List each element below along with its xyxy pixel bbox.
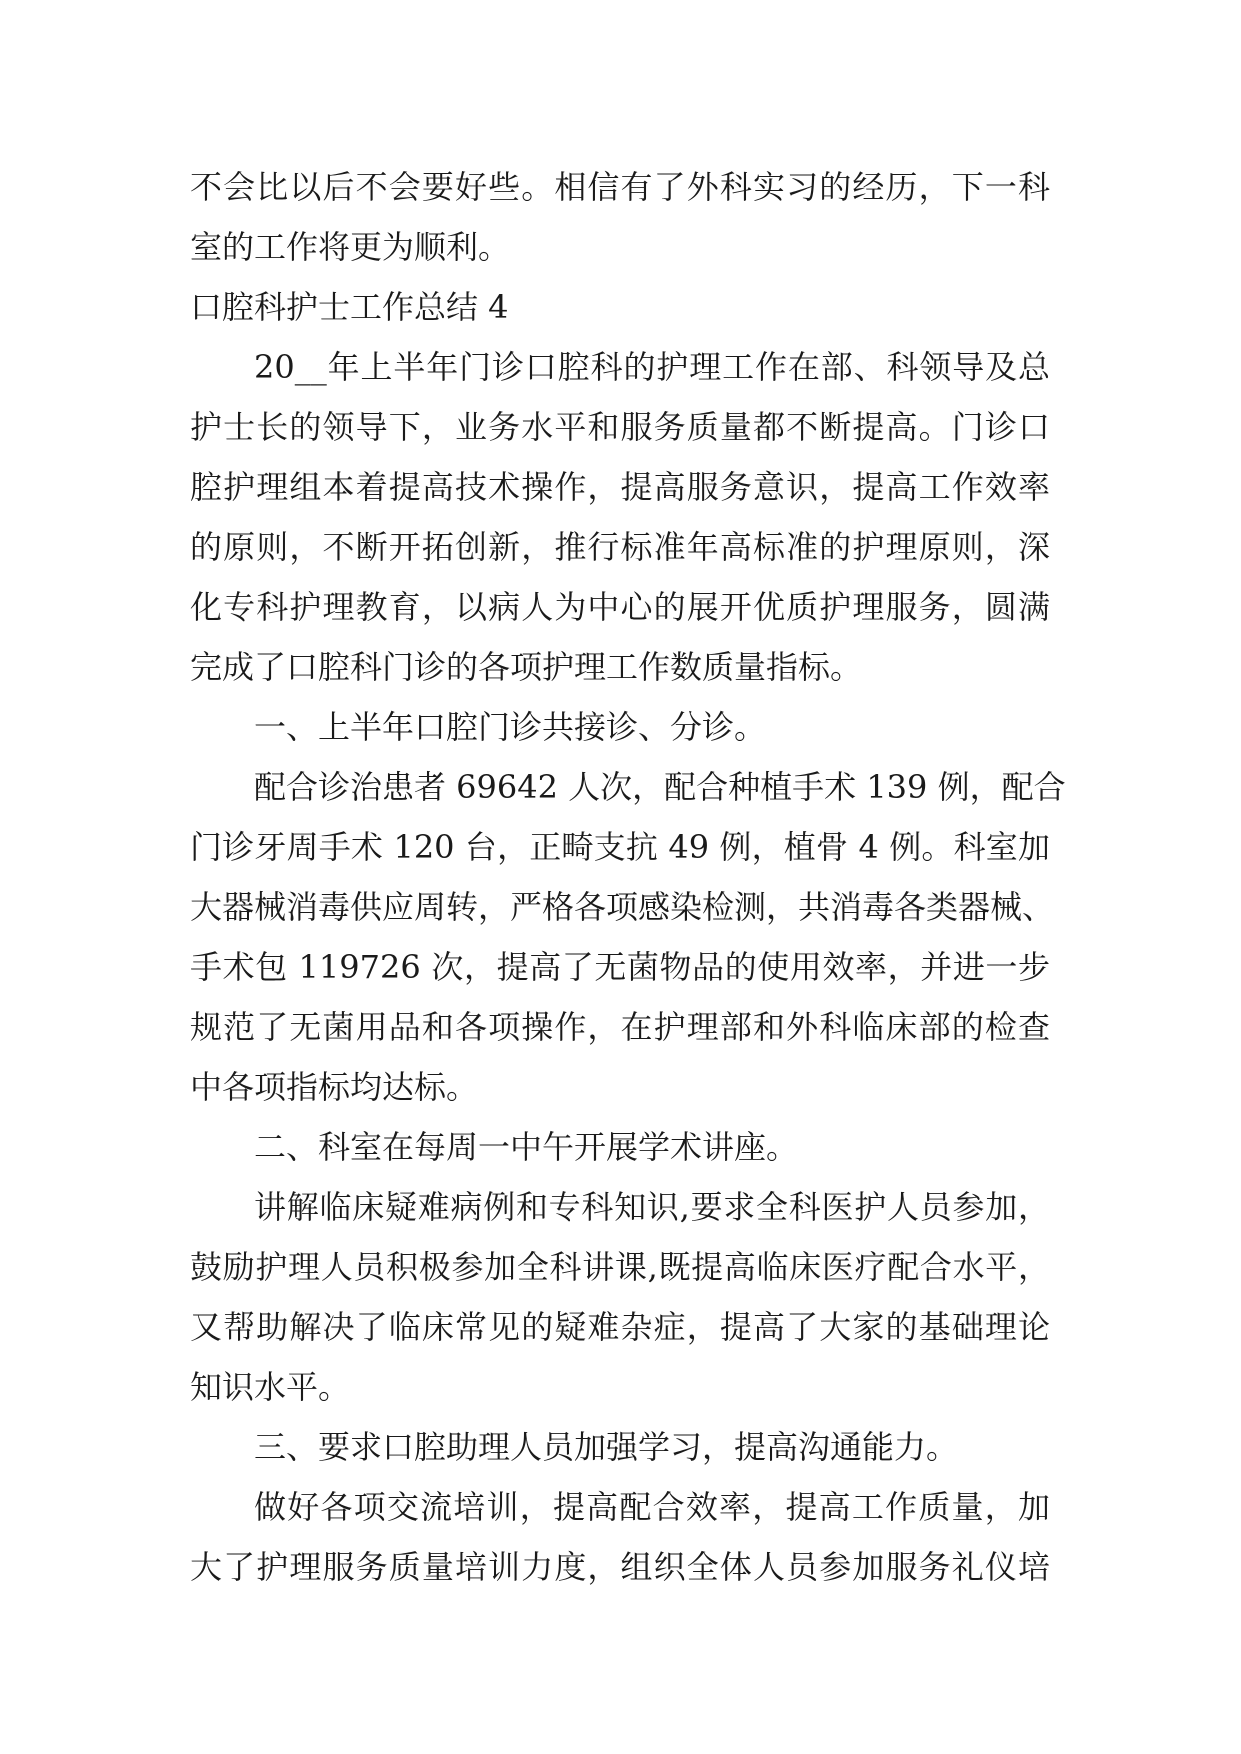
text-line: 二、科室在每周一中午开展学术讲座。 [254,1128,799,1166]
paragraph [190,757,1066,1117]
text-line: 配合诊治患者 69642 人次，配合种植手术 139 例，配合 [254,768,1066,806]
document-body [190,157,1066,1597]
section-heading [190,277,1050,337]
text-line: 20__年上半年门诊口腔科的护理工作在部、科领导及总 [254,348,1050,386]
text-line: 又帮助解决了临床常见的疑难杂症，提高了大家的基础理论 [190,1308,1050,1346]
text-line: 腔护理组本着提高技术操作，提高服务意识，提高工作效率 [190,468,1050,506]
text-line: 鼓励护理人员积极参加全科讲课,既提高临床医疗配合水平， [190,1248,1050,1286]
text-line: 讲解临床疑难病例和专科知识,要求全科医护人员参加， [254,1188,1050,1226]
text-line: 门诊牙周手术 120 台，正畸支抗 49 例，植骨 4 例。科室加 [190,828,1050,866]
text-line: 不会比以后不会要好些。相信有了外科实习的经历，下一科 [190,168,1050,206]
text-line: 中各项指标均达标。 [190,1068,479,1106]
heading-text: 口腔科护士工作总结 4 [190,288,509,326]
text-line: 规范了无菌用品和各项操作，在护理部和外科临床部的检查 [190,1008,1050,1046]
text-line: 化专科护理教育，以病人为中心的展开优质护理服务，圆满 [190,588,1050,626]
text-line: 室的工作将更为顺利。 [190,228,511,266]
paragraph [190,697,1050,757]
paragraph [190,1417,1050,1477]
paragraph [190,1117,1050,1177]
text-line: 三、要求口腔助理人员加强学习，提高沟通能力。 [254,1428,959,1466]
text-line: 手术包 119726 次，提高了无菌物品的使用效率，并进一步 [190,948,1050,986]
paragraph [190,157,1050,277]
paragraph [190,1177,1050,1417]
text-line: 护士长的领导下，业务水平和服务质量都不断提高。门诊口 [190,408,1050,446]
text-line: 一、上半年口腔门诊共接诊、分诊。 [254,708,767,746]
paragraph [190,337,1050,697]
text-line: 知识水平。 [190,1368,351,1406]
text-line: 完成了口腔科门诊的各项护理工作数质量指标。 [190,648,863,686]
text-line: 大了护理服务质量培训力度，组织全体人员参加服务礼仪培 [190,1548,1050,1586]
text-line: 大器械消毒供应周转，严格各项感染检测，共消毒各类器械、 [190,888,1055,926]
paragraph [190,1477,1050,1597]
text-line: 做好各项交流培训，提高配合效率，提高工作质量，加 [254,1488,1050,1526]
text-line: 的原则，不断开拓创新，推行标准年高标准的护理原则，深 [190,528,1050,566]
